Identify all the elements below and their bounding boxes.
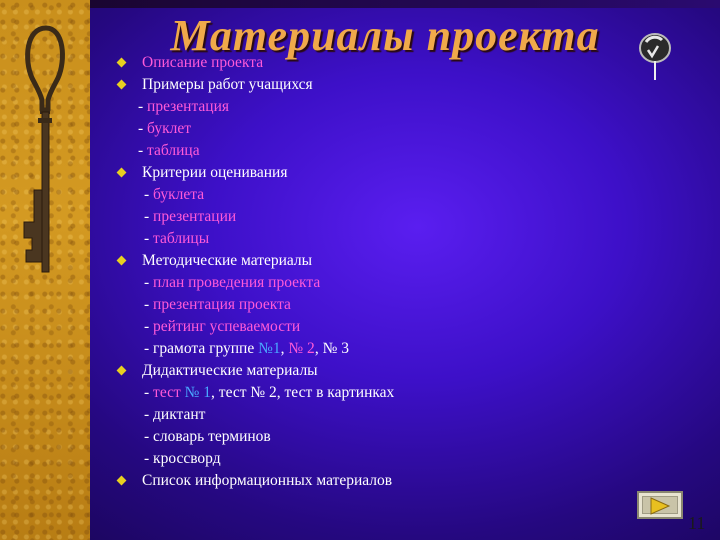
hyperlink[interactable]: Описание проекта	[142, 54, 264, 71]
list-item	[118, 74, 658, 96]
text-span: -	[144, 274, 154, 291]
top-edge-strip	[90, 0, 720, 8]
text-span: Методические материалы	[142, 252, 313, 269]
sub-list-item	[118, 338, 658, 360]
list-item-text	[144, 382, 394, 404]
hyperlink[interactable]: презентации	[153, 208, 237, 225]
hyperlink[interactable]: таблицы	[153, 230, 210, 247]
sub-list-item	[118, 96, 658, 118]
text-span: -	[144, 208, 154, 225]
list-item	[118, 360, 658, 382]
sub-list-item	[118, 294, 658, 316]
text-span: Дидактические материалы	[142, 362, 318, 379]
slide-title: Материалы проекта	[170, 11, 600, 60]
text-span: ,	[280, 340, 289, 357]
list-item-text	[142, 52, 263, 74]
hyperlink[interactable]: № 1	[184, 384, 212, 401]
hyperlink[interactable]: буклета	[153, 186, 205, 203]
text-span: , тест № 2, тест в картинках	[211, 384, 395, 401]
list-item-text	[144, 206, 236, 228]
hyperlink[interactable]: таблица	[147, 142, 200, 159]
list-item-text	[144, 272, 320, 294]
sub-list-item	[118, 184, 658, 206]
text-span: -	[144, 186, 154, 203]
text-span: - грамота группе	[144, 340, 259, 357]
text-span: -	[144, 230, 154, 247]
list-item-text	[144, 426, 271, 448]
list-item-text	[142, 360, 318, 382]
sub-list-item	[118, 140, 658, 162]
text-span: Список информационных материалов	[142, 472, 393, 489]
text-span: Критерии оценивания	[142, 164, 288, 181]
list-item-text	[144, 316, 300, 338]
list-item	[118, 52, 658, 74]
list-item	[118, 470, 658, 492]
hyperlink[interactable]: презентация	[147, 98, 230, 115]
list-item-text	[138, 118, 191, 140]
diamond-bullet-icon	[117, 256, 127, 266]
key-icon	[0, 0, 90, 300]
hyperlink[interactable]: № 2	[288, 340, 315, 357]
text-span: -	[144, 384, 154, 401]
sub-list-item	[118, 448, 658, 470]
next-slide-button[interactable]	[637, 491, 683, 519]
hyperlink[interactable]: тест	[153, 384, 185, 401]
text-span: -	[138, 120, 148, 137]
hyperlink[interactable]: №1	[258, 340, 281, 357]
list-item-text	[144, 448, 221, 470]
next-arrow-icon	[649, 497, 671, 515]
list-item-text	[144, 294, 291, 316]
list-item-text	[138, 140, 200, 162]
text-span: - диктант	[144, 406, 206, 423]
page-number: 11	[688, 513, 706, 533]
diamond-bullet-icon	[117, 366, 127, 376]
diamond-bullet-icon	[117, 80, 127, 90]
diamond-bullet-icon	[117, 476, 127, 486]
list-item-text	[142, 162, 287, 184]
list-item	[118, 250, 658, 272]
text-span: -	[144, 318, 154, 335]
list-item-text	[144, 338, 349, 360]
diamond-bullet-icon	[117, 168, 127, 178]
diamond-bullet-icon	[117, 58, 127, 68]
hyperlink[interactable]: план проведения проекта	[153, 274, 321, 291]
materials-list	[118, 52, 658, 492]
sub-list-item	[118, 206, 658, 228]
sub-list-item	[118, 228, 658, 250]
list-item	[118, 162, 658, 184]
list-item-text	[138, 96, 229, 118]
sub-list-item	[118, 316, 658, 338]
list-item-text	[144, 184, 204, 206]
sub-list-item	[118, 118, 658, 140]
text-span: - кроссворд	[144, 450, 221, 467]
sub-list-item	[118, 426, 658, 448]
text-span: -	[138, 98, 148, 115]
hyperlink[interactable]: буклет	[147, 120, 192, 137]
sub-list-item	[118, 272, 658, 294]
list-item-text	[144, 228, 209, 250]
text-span: - словарь терминов	[144, 428, 271, 445]
text-span: -	[138, 142, 148, 159]
list-item-text	[142, 250, 312, 272]
sub-list-item	[118, 382, 658, 404]
text-span: -	[144, 296, 154, 313]
text-span: , № 3	[314, 340, 349, 357]
text-span: Примеры работ учащихся	[142, 76, 313, 93]
hyperlink[interactable]: рейтинг успеваемости	[153, 318, 301, 335]
sub-list-item	[118, 404, 658, 426]
list-item-text	[142, 74, 313, 96]
hyperlink[interactable]: презентация проекта	[153, 296, 291, 313]
list-item-text	[144, 404, 205, 426]
list-item-text	[142, 470, 392, 492]
